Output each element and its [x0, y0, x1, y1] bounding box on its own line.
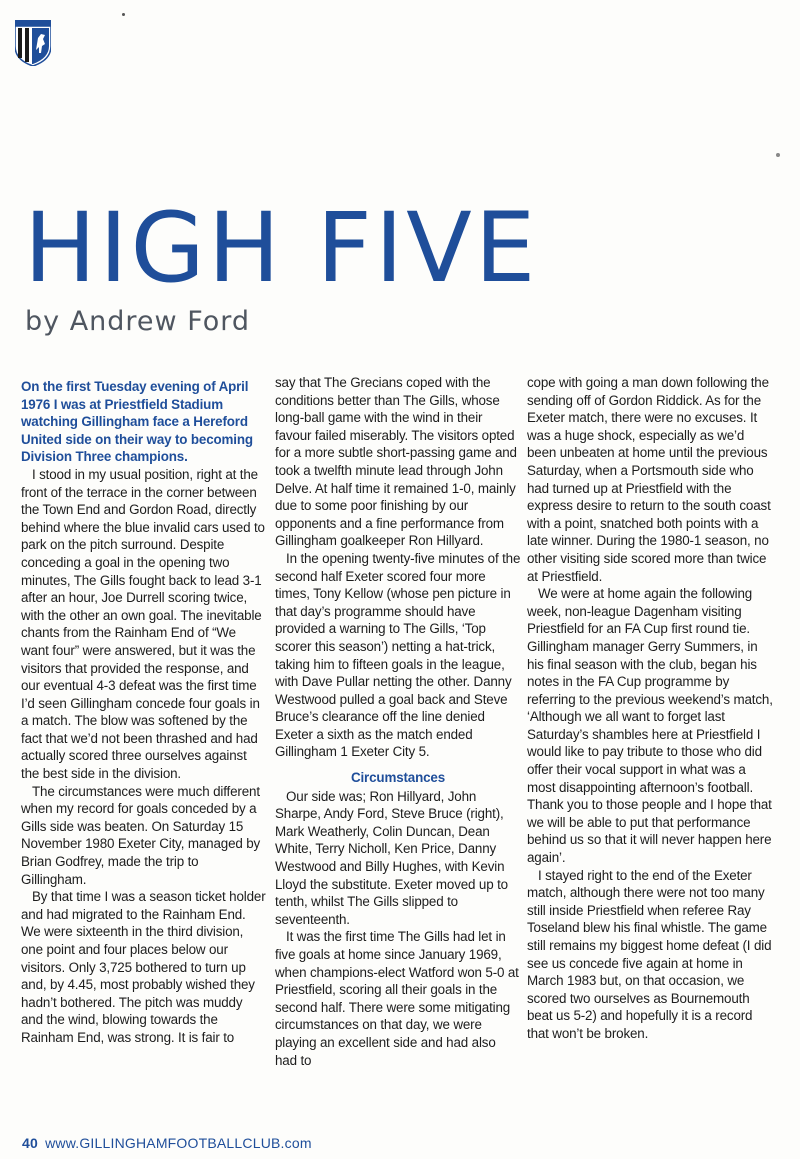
article-lead-paragraph: On the first Tuesday evening of April 1976 I was at Priestfield Stadium watching Gillingham face a Hereford United side on their way to becoming Division Three champions. — [21, 379, 253, 465]
article-paragraph: The circumstances were much different when my record for goals conceded by a Gills side was beaten. On Saturday 15 November 1980 Exeter City, managed by Brian Godfrey, made the trip to Gillingham. — [21, 783, 261, 887]
article-column-1 — [21, 378, 267, 1047]
article-paragraph: say that The Grecians coped with the conditions better than The Gills, whose long-ball game with the wind in their favour failed miserably. The visitors opted for a more subtle short-passing game and took a twelfth minute lead through John Delve. At half time it remained 1-0, mainly due to some poor finishing by our opponents and a fine performance from Gillingham goalkeeper Ron Hillyard. — [275, 375, 517, 549]
scan-speck — [122, 13, 125, 16]
website-link[interactable]: www.GILLINGHAMFOOTBALLCLUB.com — [45, 1135, 312, 1151]
article-column-2 — [275, 374, 521, 1069]
article-paragraph: It was the first time The Gills had let in five goals at home since January 1969, when champions-elect Watford won 5-0 at Priestfield, scoring all their goals in the second half. There were some mitigating circumstances on that day, we were playing an excellent side and had also had to — [275, 929, 519, 1068]
article-paragraph: Our side was; Ron Hillyard, John Sharpe, Andy Ford, Steve Bruce (right), Mark Weatherly, Colin Duncan, Dean White, Terry Nicholl, Ken Price, Danny Westwood and Billy Hughes, with Kevin Lloyd the substitute. Exeter moved up to tenth, whilst The Gills slipped to seventeenth. — [275, 788, 508, 927]
scan-speck — [776, 153, 780, 157]
section-subheading: Circumstances — [350, 770, 446, 786]
article-paragraph: By that time I was a season ticket holder and had migrated to the Rainham End. We were sixteenth in the third division, one point and four places below our visitors. Only 3,725 bothered to turn up and, by 4.45, most probably wished they hadn’t bothered. The pitch was muddy and the wind, blowing towards the Rainham End, was strong. It is fair to — [21, 889, 266, 1045]
page-number: 40 — [22, 1135, 38, 1151]
article-column-3 — [527, 374, 773, 1043]
article-paragraph: I stayed right to the end of the Exeter match, although there were not too many still inside Priestfield when referee Ray Toseland blew his final whistle. The game still remains my biggest home defeat (I did see us concede five again at home in March 1983 but, on that occasion, we scored two ourselves as Bournemouth beat us 5-2) and hopefully it is a record that won’t be broken. — [527, 867, 772, 1041]
article-paragraph: cope with going a man down following the sending off of Gordon Riddick. As for the Exeter match, there were no excuses. It was a huge shock, especially as we’d been unbeaten at home until the previous Saturday, when a Portsmouth side who had turned up at Priestfield with the express desire to return to the south coast with a point, snatched both points with a late winner. During the 1980-1 season, no other visiting side scored more than twice at Priestfield. — [527, 375, 771, 584]
article-byline: by Andrew Ford — [25, 306, 251, 337]
article-paragraph: We were at home again the following week, non-league Dagenham visiting Priestfield for an FA Cup first round tie. Gillingham manager Gerry Summers, in his final season with the club, began his notes in the FA Cup programme by referring to the previous weekend’s match, ‘Although we all want to forget last Saturday’s shambles here at Priestfield I would like to pay tribute to those who did offer their vocal support in what was a most disappointing afternoon’s football. Thank you to those people and I hope that we will be able to put that performance behind us so that it will never happen here again’. — [527, 586, 773, 866]
article-paragraph: I stood in my usual position, right at the front of the terrace in the corner between the Town End and Gordon Road, directly behind where the blue invalid cars used to park on the pitch surround. Despite conceding a goal in the opening two minutes, The Gills fought back to lead 3-1 after an hour, Joe Durrell scoring twice, with the other an own goal. The inevitable chants from the Rainham End of “We want four” were answered, but it was the visitors that provided the response, and our eventual 4-3 defeat was the first time I’d seen Gillingham concede four goals in a match. The blow was softened by the fact that we’d not been thrashed and had actually scored three ourselves against the best side in the division. — [21, 466, 265, 782]
gillingham-fc-crest-icon — [15, 20, 51, 66]
article-paragraph: In the opening twenty-five minutes of the second half Exeter scored four more times, Tony Kellow (whose pen picture in that day’s programme should have provided a warning to The Gills, ‘Top scorer this season’) netting a hat-trick, taking him to fifteen goals in the league, with Dave Pullar netting the other. Danny Westwood pulled a goal back and Steve Bruce’s clearance off the line denied Exeter a sixth as the match ended Gillingham 1 Exeter City 5. — [275, 550, 521, 760]
article-title: HIGH FIVE — [24, 192, 539, 304]
page-footer — [22, 1134, 312, 1152]
